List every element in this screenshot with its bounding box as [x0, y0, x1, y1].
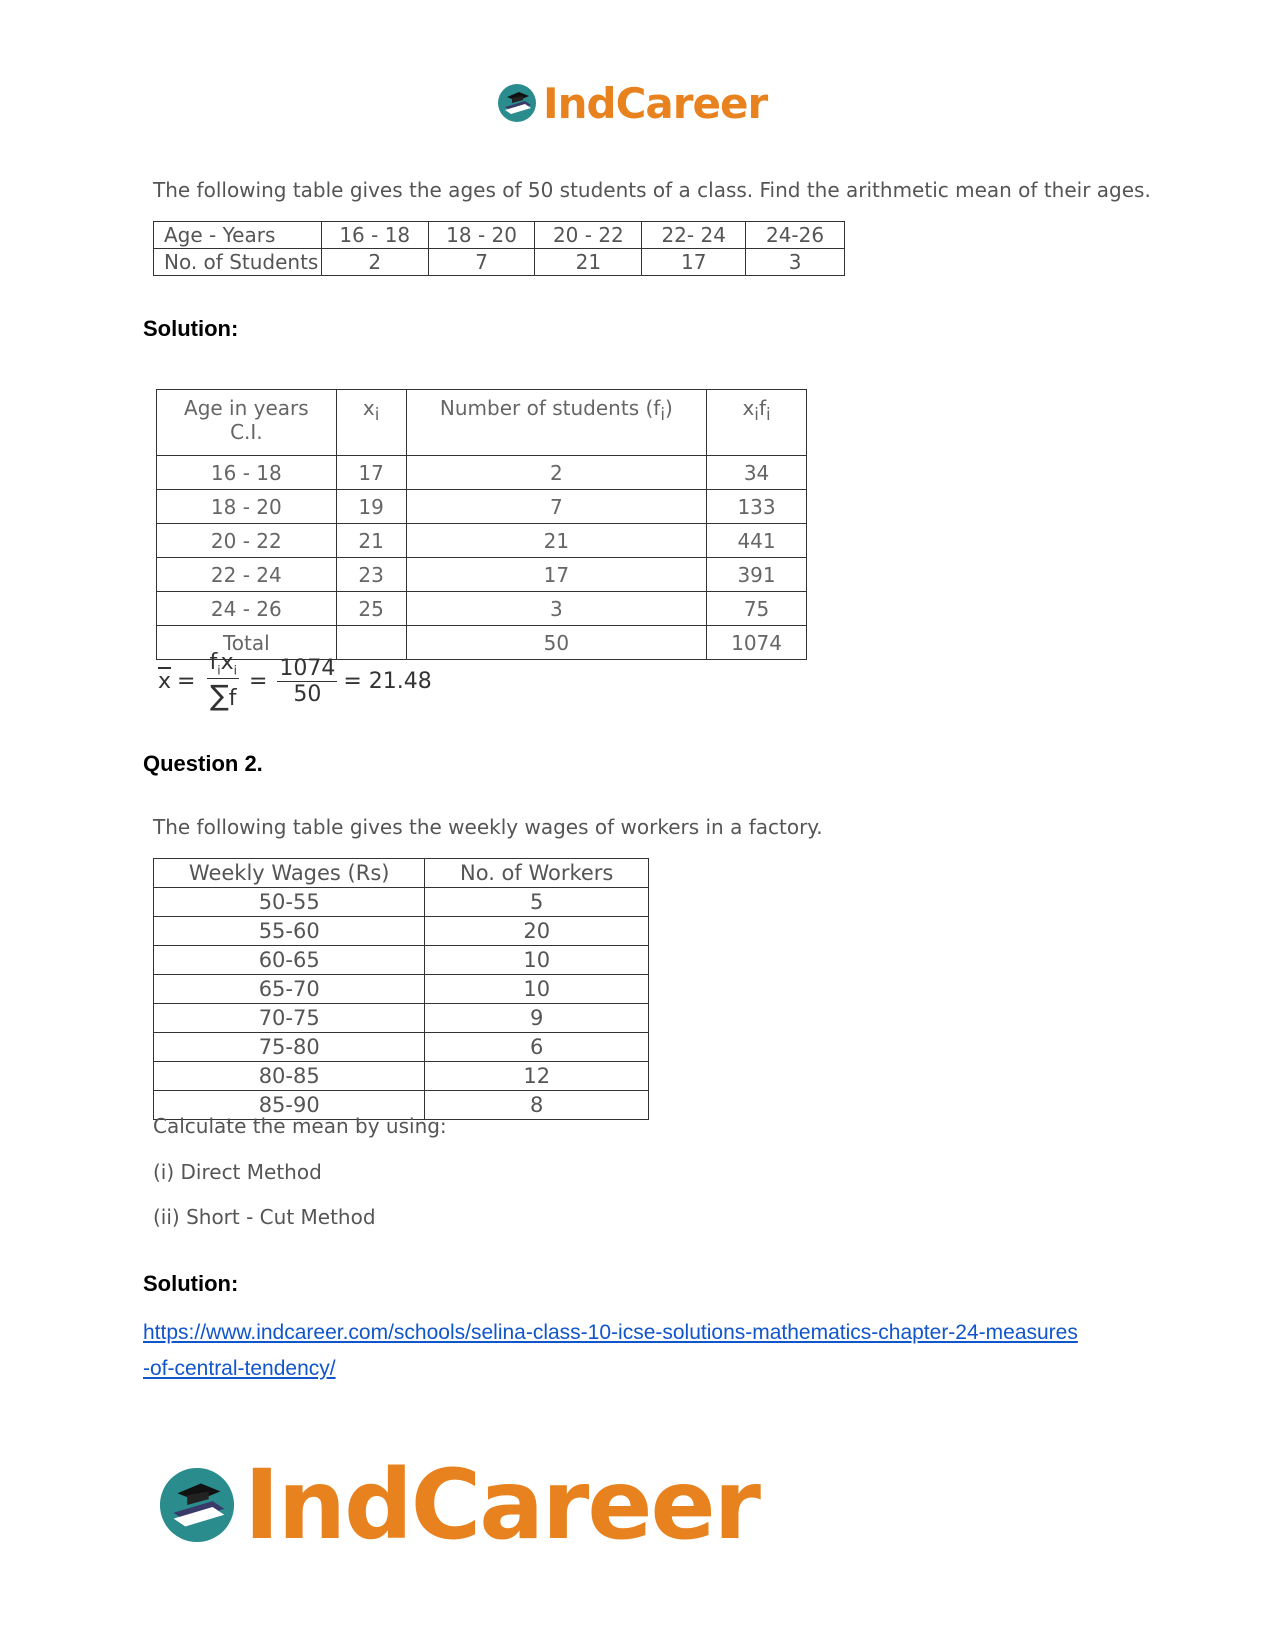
header-xf-sub1: i: [754, 405, 759, 424]
table-row: [154, 917, 649, 946]
formula-fraction-1: [207, 650, 238, 711]
table-cell: 5: [425, 888, 649, 917]
wages-table: [153, 858, 649, 1120]
table-cell: 25: [336, 592, 406, 626]
table-cell: 16 - 18: [157, 456, 337, 490]
calc-text: Calculate the mean by using:: [153, 1114, 447, 1138]
formula-den1: f: [228, 685, 237, 711]
header-f-suffix: ): [664, 396, 673, 420]
formula-den2: 50: [293, 681, 322, 707]
table-cell: 24-26: [746, 222, 845, 249]
table-cell: 18 - 20: [428, 222, 535, 249]
table-cell: 2: [321, 249, 428, 276]
table-cell: Total: [157, 626, 337, 660]
header-xf-sub2: i: [765, 405, 771, 424]
table-cell: 1074: [707, 626, 807, 660]
table-cell: 9: [425, 1004, 649, 1033]
table-cell: 8: [425, 1091, 649, 1120]
table-cell: 19: [336, 490, 406, 524]
table-cell: 21: [535, 249, 642, 276]
ages-table: [153, 221, 845, 276]
table-row: [154, 946, 649, 975]
header-xf-x: x: [742, 396, 755, 420]
table-row: [154, 249, 845, 276]
formula-result: = 21.48: [343, 668, 432, 694]
table-cell: 55-60: [154, 917, 425, 946]
question2-heading: Question 2.: [143, 751, 263, 776]
mean-formula: $\overline{x}$ = $\frac{f_ix_i}{\sum f}$ = $\frac{1074}{50}$ = 21.48: [158, 650, 432, 712]
indcareer-logo-top: [497, 78, 767, 128]
table-row: [154, 222, 845, 249]
header-f: [406, 390, 707, 456]
table-row: [157, 490, 807, 524]
table-cell: 16 - 18: [321, 222, 428, 249]
header-ci: [157, 390, 337, 456]
header-f-label: Number of students (f: [439, 396, 661, 420]
header-f-sub: i: [660, 405, 665, 424]
table-row: [157, 592, 807, 626]
table-row: [157, 558, 807, 592]
table-cell: 17: [406, 558, 707, 592]
table-cell: 21: [336, 524, 406, 558]
question2-text: The following table gives the weekly wages of workers in a factory.: [153, 815, 823, 839]
table-cell: 22 - 24: [157, 558, 337, 592]
header-x-sub: i: [374, 405, 380, 424]
table-cell: 12: [425, 1062, 649, 1091]
method-shortcut: (ii) Short - Cut Method: [153, 1205, 376, 1229]
mean-symbol: $\overline{x}$: [158, 668, 172, 694]
header-xf: [707, 390, 807, 456]
formula-num1-sub: i: [217, 663, 221, 678]
question1-text: The following table gives the ages of 50 students of a class. Find the arithmetic mean of their ages.: [153, 178, 1151, 202]
solution2-heading: Solution:: [143, 1271, 239, 1296]
method-direct: (i) Direct Method: [153, 1160, 322, 1184]
table-cell: 70-75: [154, 1004, 425, 1033]
formula-num1-x-sub: i: [233, 663, 237, 678]
header-ci-line1: Age in years: [184, 396, 309, 420]
header-x-label: x: [362, 396, 375, 420]
table-cell: No. of Students: [154, 249, 322, 276]
table-cell: 18 - 20: [157, 490, 337, 524]
table-cell: 2: [406, 456, 707, 490]
table-row: [157, 456, 807, 490]
table-cell: 23: [336, 558, 406, 592]
table-cell: 60-65: [154, 946, 425, 975]
table-cell: 85-90: [154, 1091, 425, 1120]
table-cell: 20: [425, 917, 649, 946]
logo-wordmark: IndCareer: [543, 78, 768, 128]
table-row: [154, 888, 649, 917]
table-cell: 21: [406, 524, 707, 558]
table-row: [154, 975, 649, 1004]
table-cell: 441: [707, 524, 807, 558]
solution1-heading: Solution:: [143, 316, 239, 341]
table-cell: 3: [746, 249, 845, 276]
table-cell: 20 - 22: [535, 222, 642, 249]
graduation-book-icon: [497, 83, 537, 123]
table-cell: 10: [425, 975, 649, 1004]
table-row: [154, 1033, 649, 1062]
table-header-row: [154, 859, 649, 888]
header-ci-line2: C.I.: [230, 420, 263, 444]
solution-link[interactable]: https://www.indcareer.com/schools/selina-class-10-icse-solutions-mathematics-chapter-24-measures-of-central-tendency/: [143, 1321, 1078, 1380]
table-row: [157, 524, 807, 558]
graduation-book-icon: [158, 1466, 236, 1544]
table-cell: 391: [707, 558, 807, 592]
sigma-symbol: ∑: [209, 678, 229, 712]
table-cell: 80-85: [154, 1062, 425, 1091]
table-cell: 50-55: [154, 888, 425, 917]
table-cell: 50: [406, 626, 707, 660]
table-cell: 7: [406, 490, 707, 524]
table-cell: 17: [642, 249, 746, 276]
formula-fraction-2: [277, 656, 337, 707]
table-cell: 3: [406, 592, 707, 626]
header-workers: No. of Workers: [425, 859, 649, 888]
header-wages: Weekly Wages (Rs): [154, 859, 425, 888]
table-cell: 75-80: [154, 1033, 425, 1062]
logo-wordmark: IndCareer: [244, 1449, 759, 1561]
table-cell: 65-70: [154, 975, 425, 1004]
table-cell: 133: [707, 490, 807, 524]
table-cell: 20 - 22: [157, 524, 337, 558]
table-cell: 75: [707, 592, 807, 626]
table-header-row: [157, 390, 807, 456]
table-cell: 10: [425, 946, 649, 975]
formula-num2: 1074: [279, 655, 336, 681]
table-cell: 6: [425, 1033, 649, 1062]
table-cell: 22- 24: [642, 222, 746, 249]
table-cell: 34: [707, 456, 807, 490]
table-row: [154, 1004, 649, 1033]
table-cell: Age - Years: [154, 222, 322, 249]
table-row: [154, 1062, 649, 1091]
formula-num1: f: [209, 650, 218, 676]
table-cell: 7: [428, 249, 535, 276]
solution-table: [156, 389, 807, 660]
formula-num1-x: x: [220, 650, 234, 676]
header-xf-f: f: [758, 396, 766, 420]
header-x: [336, 390, 406, 456]
indcareer-logo-bottom: [158, 1449, 759, 1561]
table-cell: 24 - 26: [157, 592, 337, 626]
table-cell: 17: [336, 456, 406, 490]
